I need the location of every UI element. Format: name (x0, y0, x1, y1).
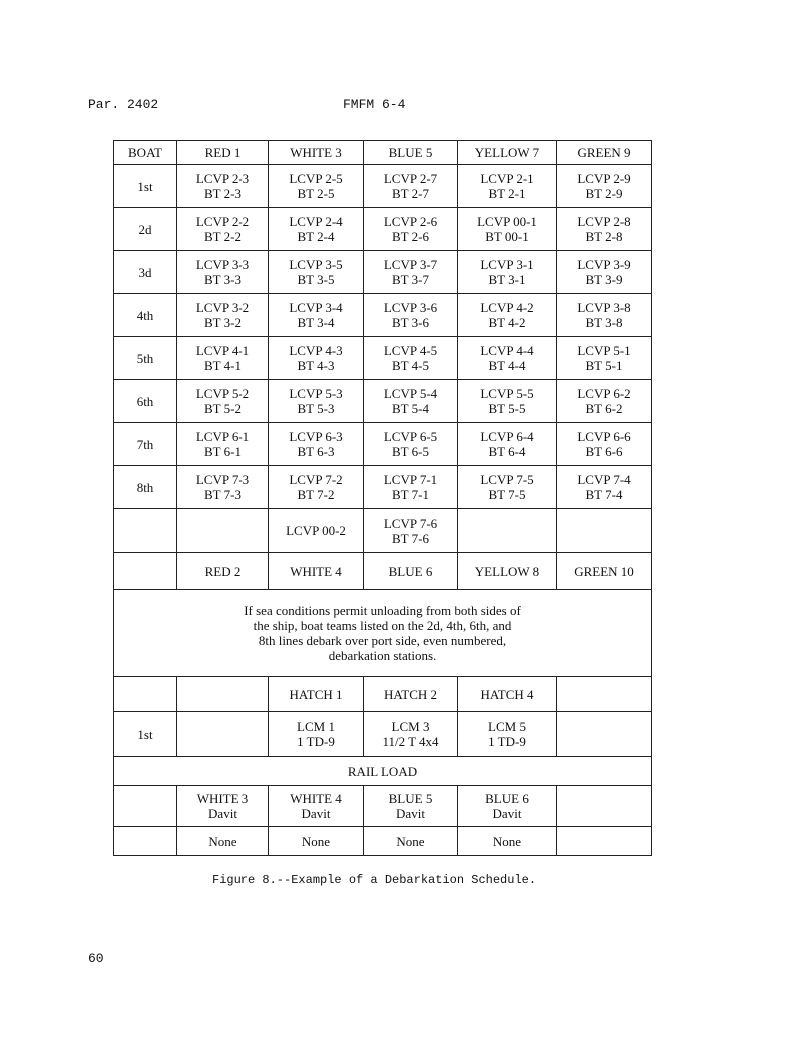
boat-assignment-cell (177, 208, 269, 251)
sea-conditions-note (114, 590, 652, 677)
craft-id: LCVP 2-1 (480, 171, 534, 186)
rail-load-cell (177, 786, 269, 827)
craft-id: LCVP 7-4 (577, 472, 631, 487)
craft-id: LCVP 2-8 (577, 214, 631, 229)
davit-label: Davit (208, 806, 237, 821)
boat-team-id: BT 7-2 (297, 487, 335, 502)
boat-team-id: BT 5-3 (297, 401, 335, 416)
boat-team-id: BT 6-2 (585, 401, 623, 416)
column-header-boat: BOAT (114, 141, 177, 165)
row-label: 6th (114, 380, 177, 423)
craft-id: LCVP 6-5 (383, 429, 438, 444)
station-name: BLUE 6 (485, 791, 529, 806)
hatch-load-cell (269, 712, 364, 757)
boat-assignment-cell (458, 165, 557, 208)
davit-label: Davit (396, 806, 425, 821)
boat-assignment-cell (458, 294, 557, 337)
craft-id: LCVP 4-4 (480, 343, 534, 358)
boat-team-id: BT 3-8 (585, 315, 623, 330)
craft-id: LCVP 4-2 (480, 300, 534, 315)
boat-assignment-cell (269, 509, 364, 553)
boat-assignment-cell (364, 380, 458, 423)
boat-assignment-cell (458, 423, 557, 466)
empty-cell (114, 827, 177, 856)
boat-team-id: BT 3-3 (204, 272, 241, 287)
row-label: 1st (114, 165, 177, 208)
boat-assignment-cell (557, 466, 652, 509)
davit-label: Davit (301, 806, 331, 821)
craft-id: LCVP 2-5 (289, 171, 343, 186)
craft-id: LCVP 2-9 (577, 171, 631, 186)
boat-team-id: BT 3-9 (585, 272, 623, 287)
boat-team-id: BT 7-4 (585, 487, 623, 502)
craft-id: LCVP 5-1 (577, 343, 631, 358)
boat-team-id: BT 4-2 (488, 315, 526, 330)
boat-assignment-cell (364, 208, 458, 251)
hatch-load-cell (364, 712, 458, 757)
boat-team-id: BT 2-2 (204, 229, 241, 244)
boat-team-id: BT 2-3 (204, 186, 241, 201)
rail-load-cell (458, 786, 557, 827)
craft-id: LCVP 7-2 (289, 472, 343, 487)
boat-assignment-cell (364, 251, 458, 294)
davit-label: Davit (492, 806, 522, 821)
boat-team-id: BT 5-4 (392, 401, 429, 416)
craft-id: LCVP 00-1 (477, 214, 537, 229)
craft-id: LCVP 6-2 (577, 386, 631, 401)
boat-team-id: BT 7-6 (392, 530, 429, 546)
boat-assignment-cell (458, 466, 557, 509)
craft-id: LCVP 3-8 (577, 300, 631, 315)
even-station-header: BLUE 6 (364, 553, 458, 590)
boat-team-id: BT 2-4 (297, 229, 335, 244)
boat-assignment-cell (177, 423, 269, 466)
boat-assignment-cell (557, 251, 652, 294)
boat-assignment-cell (177, 466, 269, 509)
boat-team-id: BT 3-5 (297, 272, 335, 287)
station-name: BLUE 5 (388, 791, 433, 806)
boat-team-id: BT 7-3 (204, 487, 241, 502)
boat-team-id: BT 7-1 (392, 487, 429, 502)
row-label: 8th (114, 466, 177, 509)
even-station-header: YELLOW 8 (458, 553, 557, 590)
boat-assignment-cell (269, 208, 364, 251)
craft-id: LCVP 4-5 (383, 343, 438, 358)
craft-id: LCVP 7-1 (383, 472, 438, 487)
rail-load-title: RAIL LOAD (114, 757, 652, 786)
boat-team-id: BT 3-4 (297, 315, 335, 330)
boat-team-id: BT 4-1 (204, 358, 241, 373)
craft-id: LCVP 3-5 (289, 257, 343, 272)
station-name: WHITE 4 (290, 791, 342, 806)
craft-id: LCM 1 (297, 719, 335, 734)
column-header-station: RED 1 (177, 141, 269, 165)
column-header-station: GREEN 9 (557, 141, 652, 165)
column-header-station: YELLOW 7 (458, 141, 557, 165)
empty-cell (177, 677, 269, 712)
boat-assignment-cell (557, 337, 652, 380)
cargo-description: 1 TD-9 (297, 734, 335, 749)
rail-load-cell (364, 786, 458, 827)
craft-id: LCVP 2-2 (195, 214, 250, 229)
empty-cell (114, 677, 177, 712)
header-paragraph-ref: Par. 2402 (88, 97, 159, 112)
boat-assignment-cell (269, 423, 364, 466)
boat-team-id: BT 3-1 (488, 272, 526, 287)
boat-assignment-cell (269, 251, 364, 294)
craft-id: LCVP 7-3 (195, 472, 250, 487)
empty-cell (177, 712, 269, 757)
boat-assignment-cell (269, 380, 364, 423)
craft-id: LCVP 4-3 (289, 343, 343, 358)
boat-assignment-cell (177, 165, 269, 208)
boat-team-id: BT 6-5 (392, 444, 429, 459)
rail-load-cell (269, 786, 364, 827)
note-line: If sea conditions permit unloading from both sides of (244, 603, 521, 618)
craft-id: LCVP 3-2 (195, 300, 250, 315)
row-label: 2d (114, 208, 177, 251)
row-label: 3d (114, 251, 177, 294)
row-label: 4th (114, 294, 177, 337)
boat-team-id: BT 4-4 (488, 358, 526, 373)
hatch-header: HATCH 4 (458, 677, 557, 712)
boat-assignment-cell (458, 337, 557, 380)
boat-assignment-cell (364, 509, 458, 553)
craft-id: LCVP 6-3 (289, 429, 343, 444)
boat-team-id: BT 3-6 (392, 315, 429, 330)
boat-team-id: BT 2-5 (297, 186, 335, 201)
boat-team-id: BT 6-4 (488, 444, 526, 459)
craft-id: LCVP 2-7 (383, 171, 438, 186)
boat-assignment-cell (269, 165, 364, 208)
boat-team-id: BT 4-5 (392, 358, 429, 373)
cargo-description: 1 TD-9 (488, 734, 526, 749)
boat-team-id: BT 2-8 (585, 229, 623, 244)
figure-caption: Figure 8.--Example of a Debarkation Schedule. (212, 873, 537, 887)
none-cell: None (177, 827, 269, 856)
none-cell: None (458, 827, 557, 856)
boat-team-id: BT 5-5 (488, 401, 526, 416)
craft-id: LCVP 5-3 (289, 386, 343, 401)
empty-cell (114, 786, 177, 827)
craft-id: LCVP 3-6 (383, 300, 438, 315)
empty-cell (114, 553, 177, 590)
craft-id: LCVP 2-3 (195, 171, 250, 186)
craft-id: LCVP 3-4 (289, 300, 343, 315)
none-cell: None (269, 827, 364, 856)
craft-id: LCVP 3-1 (480, 257, 534, 272)
boat-team-id: BT 2-1 (488, 186, 526, 201)
boat-assignment-cell (557, 208, 652, 251)
page-number: 60 (88, 951, 104, 966)
empty-cell (557, 827, 652, 856)
craft-id: LCVP 5-2 (195, 386, 250, 401)
boat-team-id: BT 6-1 (204, 444, 241, 459)
craft-id: LCVP 3-3 (195, 257, 250, 272)
even-station-header: RED 2 (177, 553, 269, 590)
boat-team-id: BT 2-9 (585, 186, 623, 201)
craft-id: LCVP 6-4 (480, 429, 534, 444)
boat-team-id: BT 2-7 (392, 186, 429, 201)
boat-team-id: BT 3-7 (392, 272, 429, 287)
boat-assignment-cell (557, 380, 652, 423)
craft-id: LCVP 6-1 (195, 429, 250, 444)
boat-team-id: BT 2-6 (392, 229, 429, 244)
craft-id: LCVP 00-2 (286, 523, 346, 538)
hatch-load-cell (458, 712, 557, 757)
note-line: the ship, boat teams listed on the 2d, 4th, 6th, and (253, 618, 512, 633)
boat-assignment-cell (177, 509, 269, 553)
craft-id: LCVP 3-9 (577, 257, 631, 272)
boat-team-id: BT 7-5 (488, 487, 526, 502)
boat-assignment-cell (557, 423, 652, 466)
craft-id: LCVP 3-7 (383, 257, 438, 272)
craft-id: LCVP 5-5 (480, 386, 534, 401)
boat-team-id: BT 00-1 (485, 229, 529, 244)
craft-id: LCVP 4-1 (195, 343, 250, 358)
row-label: 7th (114, 423, 177, 466)
boat-assignment-cell (557, 294, 652, 337)
boat-team-id: BT 6-6 (585, 444, 623, 459)
craft-id: LCVP 2-4 (289, 214, 343, 229)
note-line: 8th lines debark over port side, even numbered, (258, 633, 507, 648)
column-header-station: BLUE 5 (364, 141, 458, 165)
boat-assignment-cell (458, 509, 557, 553)
boat-assignment-cell (269, 294, 364, 337)
craft-id: LCVP 6-6 (577, 429, 631, 444)
none-cell: None (364, 827, 458, 856)
boat-assignment-cell (557, 165, 652, 208)
craft-id: LCM 3 (391, 719, 430, 734)
even-station-header: GREEN 10 (557, 553, 652, 590)
craft-id: LCVP 2-6 (383, 214, 438, 229)
station-name: WHITE 3 (196, 791, 249, 806)
boat-assignment-cell (177, 294, 269, 337)
debarkation-schedule-table (113, 140, 652, 856)
boat-assignment-cell (177, 337, 269, 380)
header-manual-id: FMFM 6-4 (343, 97, 406, 112)
boat-assignment-cell (364, 337, 458, 380)
boat-assignment-cell (458, 380, 557, 423)
boat-assignment-cell (364, 466, 458, 509)
note-line: debarkation stations. (328, 648, 437, 663)
boat-team-id: BT 5-1 (585, 358, 623, 373)
boat-team-id: BT 4-3 (297, 358, 335, 373)
boat-assignment-cell (458, 251, 557, 294)
boat-team-id: BT 5-2 (204, 401, 241, 416)
row-label (114, 509, 177, 553)
boat-assignment-cell (364, 294, 458, 337)
row-label: 1st (114, 712, 177, 757)
boat-team-id: BT 6-3 (297, 444, 335, 459)
even-station-header: WHITE 4 (269, 553, 364, 590)
boat-assignment-cell (269, 466, 364, 509)
hatch-header: HATCH 1 (269, 677, 364, 712)
hatch-header: HATCH 2 (364, 677, 458, 712)
boat-assignment-cell (364, 423, 458, 466)
boat-assignment-cell (177, 251, 269, 294)
craft-id: LCM 5 (488, 719, 526, 734)
empty-cell (557, 712, 652, 757)
boat-assignment-cell (458, 208, 557, 251)
boat-team-id: BT 3-2 (204, 315, 241, 330)
craft-id: LCVP 7-6 (383, 515, 438, 531)
craft-id: LCVP 7-5 (480, 472, 534, 487)
boat-assignment-cell (364, 165, 458, 208)
craft-id: LCVP 5-4 (383, 386, 438, 401)
row-label: 5th (114, 337, 177, 380)
cargo-description: 11/2 T 4x4 (382, 734, 439, 749)
boat-assignment-cell (177, 380, 269, 423)
empty-cell (557, 786, 652, 827)
boat-assignment-cell (557, 509, 652, 553)
boat-assignment-cell (269, 337, 364, 380)
empty-cell (557, 677, 652, 712)
column-header-station: WHITE 3 (269, 141, 364, 165)
